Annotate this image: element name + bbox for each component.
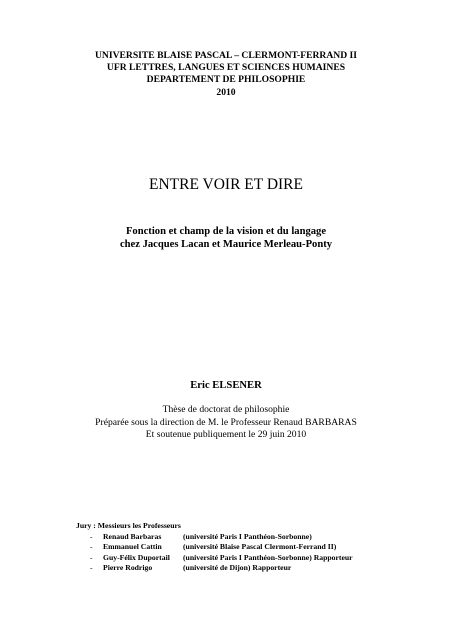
jury-member-name: Pierre Rodrigo xyxy=(103,563,153,573)
jury-member-affiliation: (université Paris I Panthéon-Sorbonne) xyxy=(183,531,312,541)
department-name: DEPARTEMENT DE PHILOSOPHIE xyxy=(146,74,306,86)
list-dash: - xyxy=(90,542,93,552)
jury-member xyxy=(76,563,292,574)
jury-member xyxy=(76,531,312,543)
thesis-info xyxy=(0,404,452,442)
author-name: Eric ELSENER xyxy=(190,380,262,391)
thesis-subtitle xyxy=(0,225,452,251)
header-year: 2010 xyxy=(216,86,236,98)
list-dash: - xyxy=(90,531,93,541)
university-name: UNIVERSITE BLAISE PASCAL – CLERMONT-FERRAND II xyxy=(94,50,357,61)
jury-member-name: Guy-Félix Duportail xyxy=(103,552,170,562)
institution-header xyxy=(0,50,452,99)
jury-member xyxy=(76,552,353,564)
jury-heading: Jury : Messieurs les Professeurs xyxy=(76,521,181,530)
list-dash: - xyxy=(90,552,93,562)
faculty-name: UFR LETTRES, LANGUES ET SCIENCES HUMAINES xyxy=(106,62,346,74)
thesis-defense-date: Et soutenue publiquement le 29 juin 2010 xyxy=(145,429,307,440)
jury-member-affiliation: (université Paris I Panthéon-Sorbonne) Rapporteur xyxy=(183,552,353,562)
subtitle-line-2: chez Jacques Lacan et Maurice Merleau-Ponty xyxy=(119,239,333,250)
thesis-title: ENTRE VOIR ET DIRE xyxy=(149,176,303,193)
thesis-type: Thèse de doctorat de philosophie xyxy=(162,404,290,415)
list-dash: - xyxy=(90,563,93,573)
jury-member-affiliation: (université Blaise Pascal Clermont-Ferrand II) xyxy=(183,542,337,552)
jury-member-name: Renaud Barbaras xyxy=(103,531,162,541)
subtitle-line-1: Fonction et champ de la vision et du langage xyxy=(125,226,327,237)
jury-member-affiliation: (université de Dijon) Rapporteur xyxy=(183,563,292,573)
jury-member-name: Emmanuel Cattin xyxy=(103,542,162,552)
thesis-supervisor: Préparée sous la direction de M. le Professeur Renaud BARBARAS xyxy=(95,416,357,428)
jury-member xyxy=(76,542,337,553)
jury-section xyxy=(76,521,353,574)
